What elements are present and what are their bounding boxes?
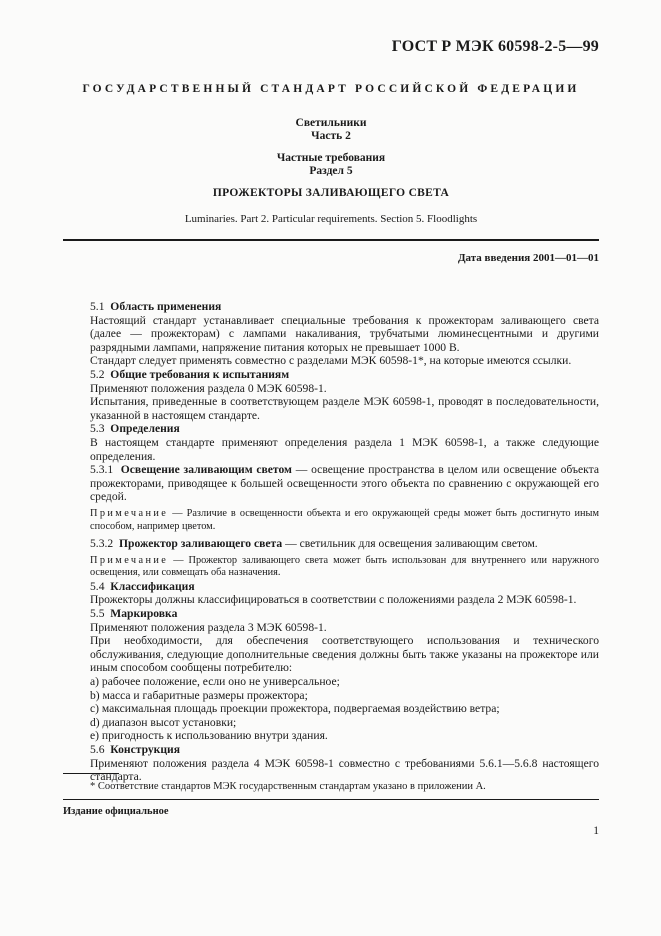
paragraph: При необходимости, для обеспечения соответствующего использования и технического обслуживания, следующие дополнительные сведения должны быть также указаны на прожекторе или иным способом сообщены потребителю:: [90, 634, 599, 675]
list-item: е) пригодность к использованию внутри здания.: [90, 729, 328, 743]
section-heading: 5.3 Определения: [90, 422, 180, 436]
note: Примечание — Различие в освещенности объекта и его окружающей среды может быть достигнуто иным способом, например цветом.: [90, 507, 599, 532]
document-titles: [63, 117, 599, 226]
paragraph: Настоящий стандарт устанавливает специальные требования к прожекторам заливающего света (далее — прожекторам) с лампами накаливания, трубчатыми люминесцентными и другими разрядными лампами, напряжение питания которых не превышает 1000 В.: [90, 313, 599, 354]
introduction-date: Дата введения 2001—01—01: [457, 252, 599, 264]
paragraph: Испытания, приведенные в соответствующем разделе МЭК 60598-1, проводят в последовательности, указанной в настоящем стандарте.: [90, 395, 599, 422]
title-line-3: Частные требования: [276, 152, 386, 164]
paragraph: Применяют положения раздела 4 МЭК 60598-1 совместно с требованиями 5.6.1—5.6.8 настоящего стандарта.: [90, 756, 599, 784]
title-line-4: Раздел 5: [309, 165, 353, 177]
section-heading: 5.1 Область применения: [90, 300, 222, 313]
title-line-1: Светильники: [295, 117, 367, 129]
paragraph: Прожекторы должны классифицироваться в соответствии с положениями раздела 2 МЭК 60598-1.: [90, 593, 577, 607]
section-heading: 5.4 Классификация: [90, 579, 195, 593]
paragraph: Стандарт следует применять совместно с разделами МЭК 60598-1*, на которые имеются ссылки.: [90, 354, 572, 368]
edition-label: Издание официальное: [63, 806, 169, 817]
definition: 5.3.2 Прожектор заливающего света — светильник для освещения заливающим светом.: [90, 537, 538, 551]
english-title: Luminaries. Part 2. Particular requirements. Section 5. Floodlights: [184, 213, 478, 225]
title-line-2: Часть 2: [311, 130, 351, 142]
document-body: [63, 300, 599, 784]
definition: 5.3.1 Освещение заливающим светом — освещение пространства в целом или освещение объекта прожекторами, приводящее к большей освещенности этого объекта по сравнению с окружающей его средой.: [90, 463, 599, 504]
list-item: а) рабочее положение, если оно не универсальное;: [90, 675, 340, 689]
edition-divider: [63, 799, 599, 800]
note: Примечание — Прожектор заливающего света может быть использован для внутреннего или наружного освещения, или совмещать оба назначения.: [90, 554, 599, 579]
state-standard-heading: ГОСУДАРСТВЕННЫЙ СТАНДАРТ РОССИЙСКОЙ ФЕДЕРАЦИИ: [82, 83, 580, 95]
paragraph: В настоящем стандарте применяют определения раздела 1 МЭК 60598-1, а также следующие определения.: [90, 435, 599, 463]
standard-code: ГОСТ Р МЭК 60598-2-5—99: [391, 38, 599, 55]
main-title: ПРОЖЕКТОРЫ ЗАЛИВАЮЩЕГО СВЕТА: [212, 187, 450, 199]
paragraph: Применяют положения раздела 0 МЭК 60598-1.: [90, 381, 327, 395]
list-item: b) масса и габаритные размеры прожектора;: [90, 688, 308, 702]
page-number: 1: [593, 825, 599, 837]
title-divider: [63, 239, 599, 241]
footnote: * Соответствие стандартов МЭК государственным стандартам указано в приложении А.: [90, 781, 486, 792]
list-item: с) максимальная площадь проекции прожектора, подвергаемая воздействию ветра;: [90, 702, 500, 716]
section-heading: 5.6 Конструкция: [90, 743, 180, 756]
section-heading: 5.2 Общие требования к испытаниям: [90, 367, 290, 381]
footnote-divider: [63, 773, 119, 774]
list-item: d) диапазон высот установки;: [90, 715, 237, 729]
paragraph: Применяют положения раздела 3 МЭК 60598-1.: [90, 620, 327, 634]
section-heading: 5.5 Маркировка: [90, 607, 178, 621]
